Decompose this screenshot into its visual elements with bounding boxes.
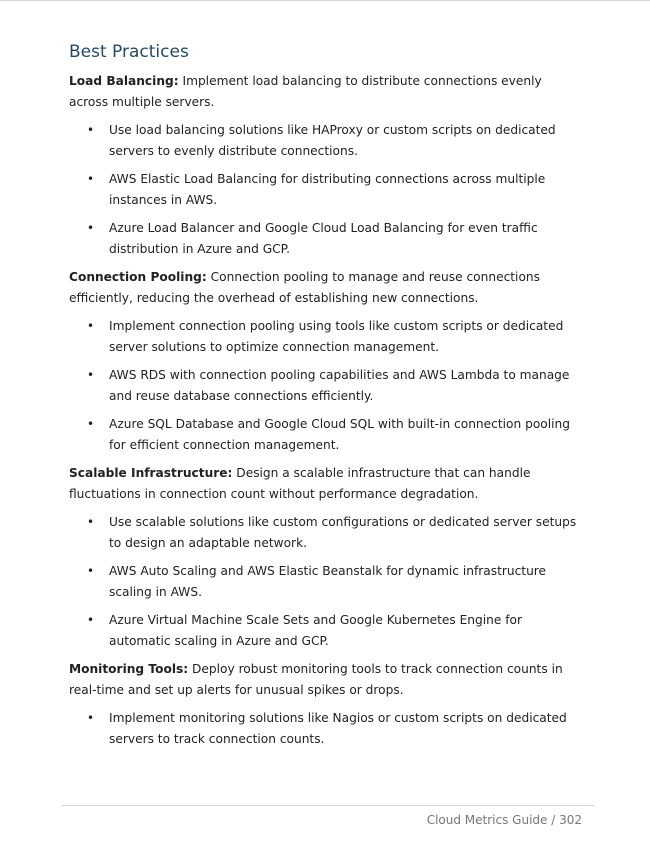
- bullet-glyph: •: [87, 417, 95, 431]
- section-monitoring-tools: [69, 659, 584, 750]
- paragraph-text: Deploy robust monitoring tools to track connection counts in real-time and set up alerts for unusual spikes or drops.: [69, 662, 563, 697]
- list-item-text: AWS Elastic Load Balancing for distributing connections across multiple instances in AWS.: [109, 172, 546, 207]
- bullet-glyph: •: [87, 613, 95, 627]
- list-item-text: Use scalable solutions like custom configurations or dedicated server setups to design an adaptable network.: [109, 515, 577, 550]
- paragraph-term: Load Balancing:: [69, 74, 179, 88]
- list-item: [69, 169, 584, 211]
- footer-rule: [62, 805, 594, 806]
- list-item: [69, 561, 584, 603]
- paragraph-term: Connection Pooling:: [69, 270, 207, 284]
- list-item-text: Azure SQL Database and Google Cloud SQL with built-in connection pooling for efficient connection management.: [109, 417, 570, 452]
- list-item-text: Azure Virtual Machine Scale Sets and Google Kubernetes Engine for automatic scaling in Azure and GCP.: [109, 613, 522, 648]
- page-content: [69, 40, 584, 757]
- bullet-glyph: •: [87, 123, 95, 137]
- list-item: [69, 414, 584, 456]
- bullet-glyph: •: [87, 172, 95, 186]
- list-item: [69, 365, 584, 407]
- list-item: [69, 120, 584, 162]
- bullet-list: [69, 512, 584, 652]
- bullet-glyph: •: [87, 515, 95, 529]
- section-scalable-infrastructure: [69, 463, 584, 652]
- bullet-glyph: •: [87, 711, 95, 725]
- top-rule: [0, 0, 650, 1]
- paragraph: [69, 463, 584, 505]
- paragraph: [69, 267, 584, 309]
- list-item-text: AWS Auto Scaling and AWS Elastic Beanstalk for dynamic infrastructure scaling in AWS.: [109, 564, 547, 599]
- list-item-text: Azure Load Balancer and Google Cloud Load Balancing for even traffic distribution in Azure and GCP.: [109, 221, 538, 256]
- section-heading: Best Practices: [69, 42, 189, 62]
- bullet-list: [69, 120, 584, 260]
- list-item: [69, 316, 584, 358]
- section-connection-pooling: [69, 267, 584, 456]
- paragraph: [69, 71, 584, 113]
- paragraph-text: Implement load balancing to distribute connections evenly across multiple servers.: [69, 74, 542, 109]
- bullet-list: [69, 316, 584, 456]
- bullet-glyph: •: [87, 368, 95, 382]
- list-item: [69, 218, 584, 260]
- bullet-glyph: •: [87, 221, 95, 235]
- list-item: [69, 610, 584, 652]
- paragraph-term: Scalable Infrastructure:: [69, 466, 233, 480]
- section-load-balancing: [69, 71, 584, 260]
- paragraph-term: Monitoring Tools:: [69, 662, 189, 676]
- bullet-glyph: •: [87, 564, 95, 578]
- list-item-text: AWS RDS with connection pooling capabilities and AWS Lambda to manage and reuse database connections efficiently.: [109, 368, 570, 403]
- paragraph-text: Design a scalable infrastructure that can handle fluctuations in connection count without performance degradation.: [69, 466, 531, 501]
- paragraph: [69, 659, 584, 701]
- paragraph-text: Connection pooling to manage and reuse connections efficiently, reducing the overhead of establishing new connections.: [69, 270, 540, 305]
- list-item: [69, 512, 584, 554]
- list-item-text: Use load balancing solutions like HAProxy or custom scripts on dedicated servers to evenly distribute connections.: [109, 123, 556, 158]
- bullet-list: [69, 708, 584, 750]
- list-item-text: Implement connection pooling using tools like custom scripts or dedicated server solutions to optimize connection management.: [109, 319, 564, 354]
- list-item: [69, 708, 584, 750]
- list-item-text: Implement monitoring solutions like Nagios or custom scripts on dedicated servers to track connection counts.: [109, 711, 567, 746]
- bullet-glyph: •: [87, 319, 95, 333]
- page-footer: Cloud Metrics Guide / 302: [426, 813, 582, 827]
